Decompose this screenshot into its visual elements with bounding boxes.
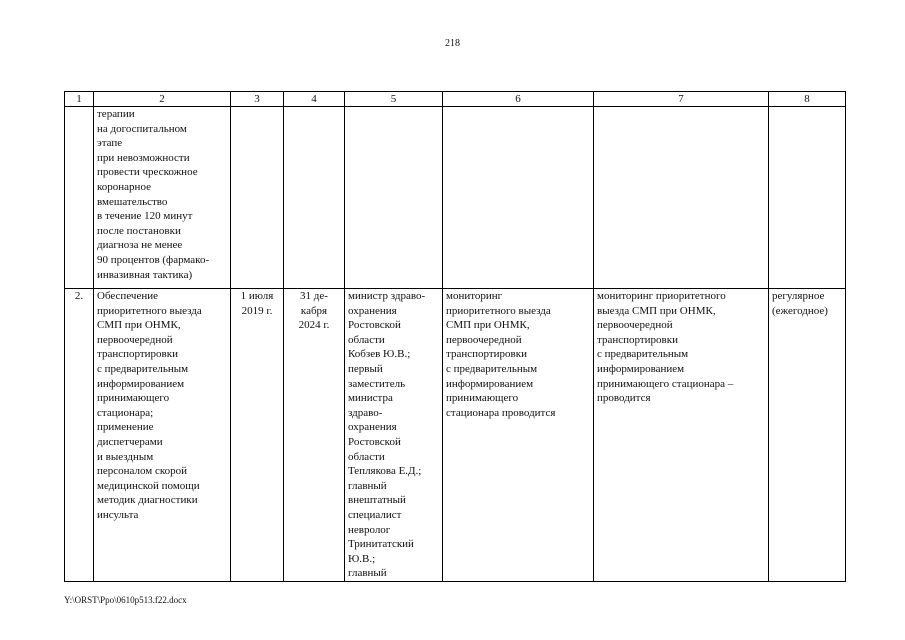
cell-text-line: транспортировки bbox=[97, 348, 178, 361]
cell-text-line: медицинской помощи bbox=[97, 479, 200, 492]
cell-text-line: стационара проводится bbox=[446, 406, 556, 419]
column-number-row bbox=[65, 92, 846, 107]
event-cell bbox=[94, 289, 231, 582]
cell-text-line: главный bbox=[348, 567, 387, 580]
result-cell bbox=[443, 107, 594, 289]
cell-text-line: СМП при ОНМК, bbox=[97, 319, 181, 332]
cell-text-line: диагноза не менее bbox=[97, 239, 183, 252]
row-number-cell: 2. bbox=[65, 289, 94, 582]
cell-text-line: Тринитатский bbox=[348, 538, 414, 551]
cell-text-line: приоритетного выезда bbox=[446, 304, 551, 317]
measures-table bbox=[64, 91, 846, 582]
column-number: 1 bbox=[65, 92, 94, 107]
cell-text-line: первоочередной bbox=[597, 319, 673, 332]
cell-text-line: с предварительным bbox=[97, 362, 189, 375]
cell-text-line: специалист bbox=[348, 508, 402, 521]
cell-text-line: 90 процентов (фармако- bbox=[97, 253, 210, 266]
cell-text-line: транспортировки bbox=[597, 333, 678, 346]
cell-text-line: невролог bbox=[348, 523, 391, 536]
responsible-cell bbox=[345, 289, 443, 582]
cell-text-line: Ю.В.; bbox=[348, 552, 376, 565]
cell-text-line: после постановки bbox=[97, 224, 181, 237]
cell-text-line: применение bbox=[97, 421, 154, 434]
responsible-cell bbox=[345, 107, 443, 289]
cell-text-line: принимающего стационара – bbox=[597, 377, 734, 390]
cell-text-line: заместитель bbox=[348, 377, 406, 390]
cell-text-line: вмешательство bbox=[97, 195, 168, 208]
cell-text-line: информированием bbox=[597, 362, 685, 375]
cell-text-line: 31 де- bbox=[300, 290, 328, 302]
cell-text-line: методик диагностики bbox=[97, 494, 198, 507]
cell-text-line: министр здраво- bbox=[348, 290, 426, 302]
row-number-cell bbox=[65, 107, 94, 289]
result-cell bbox=[443, 289, 594, 582]
cell-text-line: с предварительным bbox=[597, 348, 689, 361]
start-date-cell bbox=[231, 289, 284, 582]
control-cell bbox=[594, 107, 769, 289]
cell-text-line: проводится bbox=[597, 392, 651, 405]
cell-text-line: при невозможности bbox=[97, 151, 190, 164]
cell-text-line: провести чрескожное bbox=[97, 166, 198, 179]
cell-text-line: Обеспечение bbox=[97, 290, 158, 302]
table-row bbox=[65, 107, 846, 289]
event-cell bbox=[94, 107, 231, 289]
cell-text-line: мониторинг приоритетного bbox=[597, 290, 726, 302]
cell-text-line: регулярное bbox=[772, 290, 825, 302]
column-number: 5 bbox=[345, 92, 443, 107]
cell-text-line: Теплякова Е.Д.; bbox=[348, 465, 422, 478]
column-number: 2 bbox=[94, 92, 231, 107]
column-number: 3 bbox=[231, 92, 284, 107]
cell-text-line: Ростовской bbox=[348, 435, 401, 448]
start-date-cell bbox=[231, 107, 284, 289]
cell-text-line: 2024 г. bbox=[298, 319, 330, 332]
cell-text-line: мониторинг bbox=[446, 290, 503, 302]
cell-text-line: области bbox=[348, 333, 385, 346]
cell-text-line: этапе bbox=[97, 137, 123, 150]
column-number: 8 bbox=[769, 92, 846, 107]
cell-text-line: в течение 120 минут bbox=[97, 210, 193, 223]
type-cell bbox=[769, 107, 846, 289]
cell-text-line: Кобзев Ю.В.; bbox=[348, 348, 411, 361]
cell-text-line: здраво- bbox=[348, 406, 383, 419]
column-number: 6 bbox=[443, 92, 594, 107]
cell-text-line: и выездным bbox=[97, 450, 154, 463]
cell-text-line: терапии bbox=[97, 108, 135, 120]
file-path-footer: Y:\ORST\Ppo\0610p513.f22.docx bbox=[64, 595, 187, 605]
cell-text-line: внештатный bbox=[348, 494, 406, 507]
cell-text-line: инсульта bbox=[97, 508, 139, 521]
cell-text-line: с предварительным bbox=[446, 362, 538, 375]
cell-text-line: кабря bbox=[300, 304, 328, 317]
column-number: 4 bbox=[284, 92, 345, 107]
cell-text-line: области bbox=[348, 450, 385, 463]
end-date-cell bbox=[284, 289, 345, 582]
cell-text-line: министра bbox=[348, 392, 393, 405]
cell-text-line: первый bbox=[348, 362, 383, 375]
end-date-cell bbox=[284, 107, 345, 289]
cell-text-line: транспортировки bbox=[446, 348, 527, 361]
column-number: 7 bbox=[594, 92, 769, 107]
cell-text-line: стационара; bbox=[97, 406, 154, 419]
cell-text-line: на догоспитальном bbox=[97, 122, 187, 135]
cell-text-line: информированием bbox=[446, 377, 534, 390]
cell-text-line: выезда СМП при ОНМК, bbox=[597, 304, 716, 317]
cell-text-line: первоочередной bbox=[446, 333, 522, 346]
cell-text-line: инвазивная тактика) bbox=[97, 268, 193, 281]
cell-text-line: персоналом скорой bbox=[97, 465, 188, 478]
cell-text-line: информированием bbox=[97, 377, 185, 390]
cell-text-line: принимающего bbox=[446, 392, 519, 405]
control-cell bbox=[594, 289, 769, 582]
page-number: 218 bbox=[445, 38, 460, 49]
cell-text-line: (ежегодное) bbox=[772, 304, 828, 317]
cell-text-line: принимающего bbox=[97, 392, 170, 405]
cell-text-line: 2019 г. bbox=[241, 304, 273, 317]
cell-text-line: охранения bbox=[348, 421, 397, 434]
cell-text-line: Ростовской bbox=[348, 319, 401, 332]
cell-text-line: главный bbox=[348, 479, 387, 492]
cell-text-line: 1 июля bbox=[240, 290, 274, 302]
type-cell bbox=[769, 289, 846, 582]
cell-text-line: диспетчерами bbox=[97, 435, 163, 448]
table-row bbox=[65, 289, 846, 582]
cell-text-line: охранения bbox=[348, 304, 397, 317]
cell-text-line: СМП при ОНМК, bbox=[446, 319, 530, 332]
cell-text-line: приоритетного выезда bbox=[97, 304, 202, 317]
cell-text-line: первоочередной bbox=[97, 333, 173, 346]
cell-text-line: коронарное bbox=[97, 180, 151, 193]
